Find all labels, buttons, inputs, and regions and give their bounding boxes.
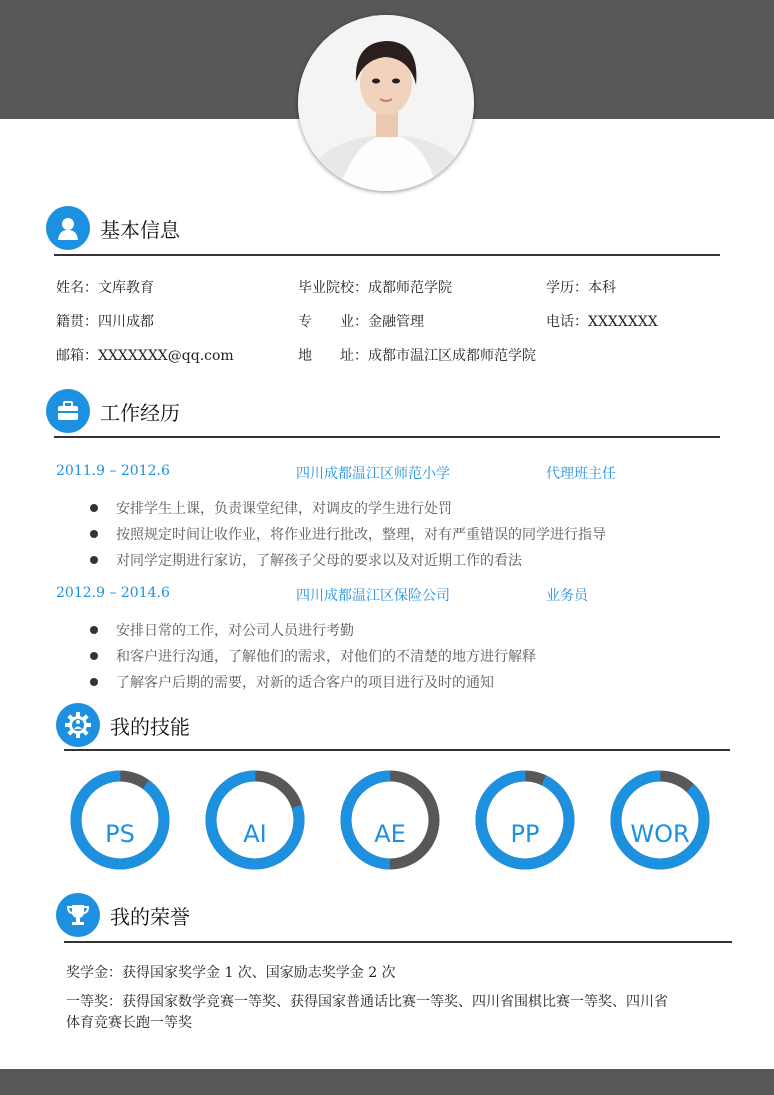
briefcase-icon [46, 389, 90, 433]
job-org: 四川成都温江区师范小学 [296, 466, 450, 482]
job-org: 四川成都温江区保险公司 [296, 588, 450, 604]
list-item: 了解客户后期的需要，对新的适合客户的项目进行及时的通知 [90, 672, 494, 692]
email-field: 邮箱：XXXXXXX@qq.com [56, 348, 234, 364]
section-title: 基本信息 [100, 217, 180, 242]
list-item: 和客户进行沟通，了解他们的需求，对他们的不清楚的地方进行解释 [90, 646, 536, 666]
skill-ring [610, 770, 710, 870]
trophy-icon [56, 893, 100, 937]
job-period: 2012.9 – 2014.6 [56, 585, 170, 601]
name-field: 姓名：文库教育 [56, 280, 154, 296]
school-field: 毕业院校：成都师范学院 [298, 280, 452, 296]
skill-label: PS [105, 820, 135, 848]
section-title: 我的荣誉 [110, 904, 190, 929]
section-honors [56, 893, 190, 937]
major-value: 金融管理 [368, 314, 424, 330]
list-item: 按照规定时间让收作业，将作业进行批改，整理，对有严重错误的同学进行指导 [90, 524, 606, 544]
job-role: 业务员 [546, 588, 588, 604]
skill-label: WOR [630, 820, 690, 848]
phone-field: 电话：XXXXXXX [546, 314, 658, 330]
skill-label: PP [510, 820, 540, 848]
gear-icon [56, 703, 100, 747]
origin-field: 籍贯：四川成都 [56, 314, 154, 330]
section-work [46, 389, 180, 433]
major-field [298, 311, 424, 331]
profile-photo [298, 15, 474, 191]
list-item: 安排日常的工作，对公司人员进行考勤 [90, 620, 354, 640]
section-title: 工作经历 [100, 400, 180, 425]
divider [64, 749, 730, 751]
section-basic-info [46, 206, 180, 250]
honor-first-prize: 一等奖：获得国家数学竞赛一等奖、获得国家普通话比赛一等奖、四川省围棋比赛一等奖、四川省 [66, 994, 668, 1010]
skill-label: AE [374, 820, 406, 848]
major-label: 专 业： [298, 314, 368, 330]
honor-scholarship: 奖学金：获得国家奖学金 1 次、国家励志奖学金 2 次 [66, 965, 396, 981]
section-title: 我的技能 [110, 714, 190, 739]
degree-field: 学历：本科 [546, 280, 616, 296]
list-item: 对同学定期进行家访，了解孩子父母的要求以及对近期工作的看法 [90, 550, 522, 570]
list-item: 安排学生上课，负责课堂纪律，对调皮的学生进行处罚 [90, 498, 452, 518]
job-role: 代理班主任 [546, 466, 616, 482]
skill-ring [70, 770, 170, 870]
footer-band [0, 1069, 774, 1095]
skill-ring [205, 770, 305, 870]
address-field [298, 345, 536, 365]
address-value: 成都市温江区成都师范学院 [368, 348, 536, 364]
user-icon [46, 206, 90, 250]
skill-label: AI [243, 820, 267, 848]
divider [54, 436, 720, 438]
skill-ring [475, 770, 575, 870]
section-skills [56, 703, 190, 747]
honor-first-prize-cont: 体育竞赛长跑一等奖 [66, 1015, 192, 1031]
divider [54, 254, 720, 256]
skill-ring [340, 770, 440, 870]
address-label: 地 址： [298, 348, 368, 364]
job-period: 2011.9 – 2012.6 [56, 463, 170, 479]
divider [64, 941, 732, 943]
